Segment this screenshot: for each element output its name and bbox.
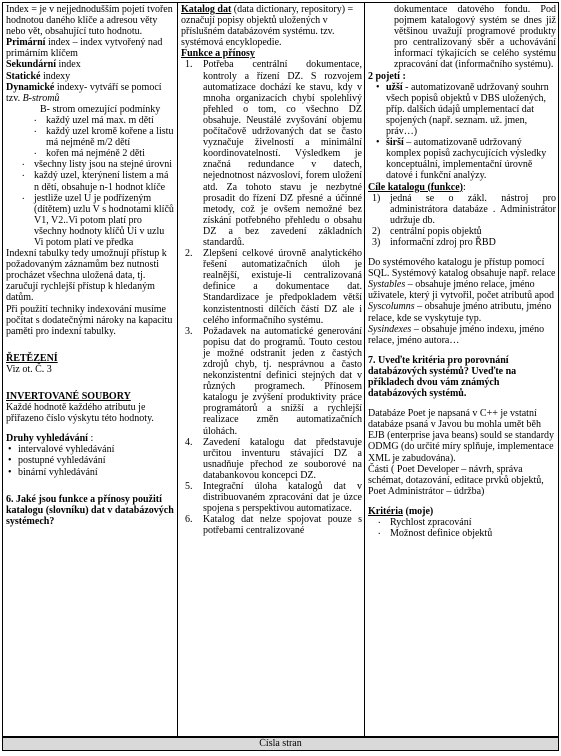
list-item	[368, 193, 556, 226]
item-text: Potřeba centrální dokumentace, kontroly a řízení DZ. S rozvojem automatizace dochází ke stavu, kdy v mnoha organizacích chybí spolehlivý přehled o tom, co všechno DZ obsahuje. Neustálé zvyšování objemu počítačově udržovaných dat se často vyznačuje živelností a minimální koordinovatelností. Výsledkem je značná redundance v datech, nejednotnost názvosloví, forem uložení atd. Za tohoto stavu je nezbytné prosadit do řízení DZ přesné a účinné metody, což je ovšem nemožné bez získání potřebného přehledu o obsahu DZ a bez zavedení základních standardů.	[203, 59, 362, 248]
item-text: Zavedení katalogu dat představuje určitou inventuru stávající DZ a usnadňuje přechod ze souborové na databankovou koncepci DZ.	[203, 436, 362, 481]
list-item	[374, 137, 556, 181]
catalog-goals-heading	[368, 182, 556, 193]
memory-paragraph: Při použití techniky indexování musíme počítat s dodatečnými nároky na kapacitu paměti pro indexní tabulky.	[6, 303, 173, 337]
concept-text: – automatizovaně udržovaný komplex popisů zachycujících výsledky konceptuální, implementační úrovně datové i funkční analýzy.	[386, 137, 547, 182]
systables-text: – obsahuje jméno relace, jméno uživatele, který ji vytvořil, počet atributů apod	[368, 279, 555, 302]
item-text: Integrační úloha katalogů dat v distribuovaném zpracování dat je úzce spojena s perspektivou automatizace.	[203, 481, 362, 515]
question-6: 6. Jaké jsou funkce a přínosy použití katalogu (slovníku) dat v databázových systémech?	[6, 493, 174, 527]
concept-label: širší	[386, 137, 404, 149]
search-types-heading	[6, 433, 175, 444]
inverted-files-text: Každé hodnotě každého atributu je přiřazeno číslo výskytu této hodnoty.	[6, 402, 154, 425]
list-item: . všechny listy jsou na stejné úrovni	[6, 159, 175, 170]
item-number: 2.	[185, 248, 193, 260]
criteria-list	[365, 517, 556, 539]
item-text: centrální popis objektů	[390, 225, 482, 237]
b-tree-list-2	[6, 159, 175, 248]
list-item	[368, 226, 556, 237]
b-tree-conditions: B- strom omezující podmínky	[40, 103, 161, 115]
goals-colon: :	[463, 181, 466, 193]
goals-label: Cíle katalogu (funkce)	[368, 181, 463, 193]
list-item: . Možnost definice objektů	[365, 528, 556, 539]
item-number: 5.	[185, 481, 193, 493]
b-tree-list	[6, 115, 175, 159]
list-item	[181, 248, 362, 326]
primary-index-line	[6, 37, 175, 59]
item-number: 2)	[372, 225, 381, 237]
page-numbers-footer: Čísla stran	[2, 737, 559, 751]
secondary-index-line	[6, 59, 175, 70]
continued-paragraph: dokumentace datového fondu. Pod pojmem katalogový systém se dnes již většinou uvažují programové produkty pro centralizovaný sběr a uchovávání informací týkajících se celého systému zpracování dat (informačního systému).	[394, 4, 556, 71]
list-item	[181, 481, 362, 514]
item-number: 3.	[185, 325, 193, 337]
list-item	[374, 82, 556, 137]
systables-term: Systables	[368, 279, 406, 291]
catalog-term: Katalog dat	[181, 4, 232, 15]
two-concepts-heading: 2 pojetí :	[368, 70, 406, 82]
static-label: Statické	[6, 70, 41, 82]
list-item: • postupné vyhledávání	[6, 455, 175, 466]
sysindexes-line	[368, 324, 556, 346]
column-left	[3, 3, 178, 736]
list-item	[181, 326, 362, 437]
functions-list	[181, 59, 362, 536]
search-types-list	[6, 444, 175, 477]
sysindexes-term: Sysindexes	[368, 323, 412, 335]
sql-access-paragraph: Do systémového katalogu je přístup pomocí SQL. Systémový katalog obsahuje např. relace	[368, 257, 556, 280]
list-item	[181, 437, 362, 481]
list-item	[181, 514, 362, 536]
list-item: • intervalové vyhledávání	[6, 444, 175, 455]
list-item: • binární vyhledávání	[6, 467, 175, 478]
poet-parts-paragraph: Části ( Poet Developer – návrh, správa schémat, dotazování, editace prvků objektů, Poet Administrátor – údržba)	[368, 463, 544, 497]
primary-text: index – index vytvořený nad primárním klíčem	[6, 37, 163, 60]
catalog-intro	[181, 4, 362, 48]
item-number: 4.	[185, 436, 193, 448]
column-middle	[178, 3, 365, 736]
sysindexes-text: – obsahuje jméno indexu, jméno relace, jméno autora…	[368, 323, 545, 346]
catalog-definition: (data dictionary, repository) = označují popisy objektů uložených v příslušném databázovém systému. tzv. systémová encyklopedie.	[181, 4, 354, 49]
chaining-reference: Viz ot. Č. 3	[6, 363, 52, 375]
item-text: informační zdroj pro ŘBD	[390, 236, 496, 248]
dynamic-label: Dynamické	[6, 81, 55, 93]
list-item: . kořen má nejméně 2 děti	[6, 148, 175, 159]
dynamic-index-line	[6, 82, 175, 104]
item-number: 1)	[372, 192, 381, 204]
column-right	[365, 3, 558, 736]
item-text: Požadavek na automatické generování popisu dat do programů. Touto cestou je možné odstranit jeden z častých zdrojů chyb, tj. nesprávnou a často nekonzistentní definici stejných dat v různých programech. Přínosem katalogu je zvýšení produktivity práce programátorů a snížší a rychlejší realizace změn automatizačních úlohách.	[203, 325, 362, 437]
question-7: 7. Uveďte kritéria pro porovnání databázových systémů? Uveďte na příkladech dvou vám známých databázových systémů.	[368, 354, 517, 400]
concepts-list	[368, 82, 556, 182]
list-item: . Rychlost zpracování	[365, 517, 556, 528]
dynamic-text: indexy- vytváří se pomocí tzv.	[6, 81, 162, 104]
functions-heading: Funkce a přínosy	[181, 48, 255, 60]
syscolumns-term: Syscolumns	[368, 301, 415, 313]
poet-paragraph: Databáze Poet je napsaná v C++ je vstatní databáze psaná v Javou bu mohla umět běh EJB (enterprise java beans) sould se standardy ODMG (do určité míry splňuje, implementace XML je zabudována).	[368, 408, 555, 464]
inverted-files-heading: INVERTOVANÉ SOUBORY	[6, 391, 131, 402]
syscolumns-text: – obsahuje jméno atributu, jméno relace, kde se vyskytuje typ.	[368, 301, 552, 324]
list-item: . každý uzel kromě kořene a listu má nejméně m/2 dětí	[6, 126, 175, 148]
criteria-heading	[368, 506, 556, 517]
index-definition: Index = je v nejjednodušším pojetí tvořen hodnotou daného klíče a adresou věty nebo vět, obsahující tuto hodnotu.	[6, 4, 173, 38]
item-number: 1.	[185, 59, 193, 71]
item-text: Zlepšení celkové úrovně analytického řešení automatizačních úloh je realnější, existuje-li centralizovaná definice a dokumentace dat. Standardizace je předpokladem větší konzistentnosti dílčích částí DZ ale i celého informačního systému.	[203, 248, 362, 326]
list-item	[181, 59, 362, 248]
search-types-colon: :	[87, 433, 94, 445]
criteria-suffix: (moje)	[402, 505, 434, 517]
secondary-label: Sekundární	[6, 59, 57, 71]
item-text: Katalog dat nelze spojovat pouze s potřebami centralizované	[203, 514, 362, 537]
list-item: . každý uzel, kterýnení listem a má n dětí, obsahuje n-1 hodnot klíče	[6, 170, 175, 192]
list-item: . jestliže uzel U je podřízeným (dítětem) uzlu V s hodnotami klíčů V1, V2..Vi potom platí pro všechny hodnoty klíčů Ui v uzlu Vi potom platí ve předka	[6, 193, 175, 248]
goals-list	[368, 193, 556, 248]
list-item: . každý uzel má max. m dětí	[6, 115, 175, 126]
static-text: indexy	[40, 70, 71, 82]
page-table	[2, 2, 559, 737]
item-text: jedná se o zákl. nástroj pro administrátora databáze . Administrátor udržuje db.	[390, 192, 556, 226]
chaining-heading: ŘETĚZENÍ	[6, 352, 58, 364]
search-types-label: Druhy vyhledávání	[6, 433, 88, 445]
systables-line	[368, 279, 556, 301]
static-index-line	[6, 71, 175, 82]
index-tables-paragraph: Indexní tabulky tedy umožnují přístup k požadovaným záznamům bez nutnosti procházet všechna uložená data, tj. zaručují rychlejší přístup k hledaným datům.	[6, 248, 167, 304]
syscolumns-line	[368, 301, 556, 323]
primary-label: Primární	[6, 37, 46, 49]
item-number: 6.	[185, 514, 193, 526]
secondary-text: index	[56, 59, 81, 71]
list-item	[368, 237, 556, 248]
b-tree-term: B-stromů	[22, 92, 60, 104]
concept-text: - automatizovaně udržovaný souhrn všech popisů objektů v DBS uložených, příp. dalších údajů umplementací dat spojených (např. seznam. už. jmen, práv…)	[386, 81, 549, 138]
concept-label: užší	[386, 81, 403, 93]
item-number: 3)	[372, 236, 381, 248]
criteria-label: Kritéria	[368, 505, 403, 517]
